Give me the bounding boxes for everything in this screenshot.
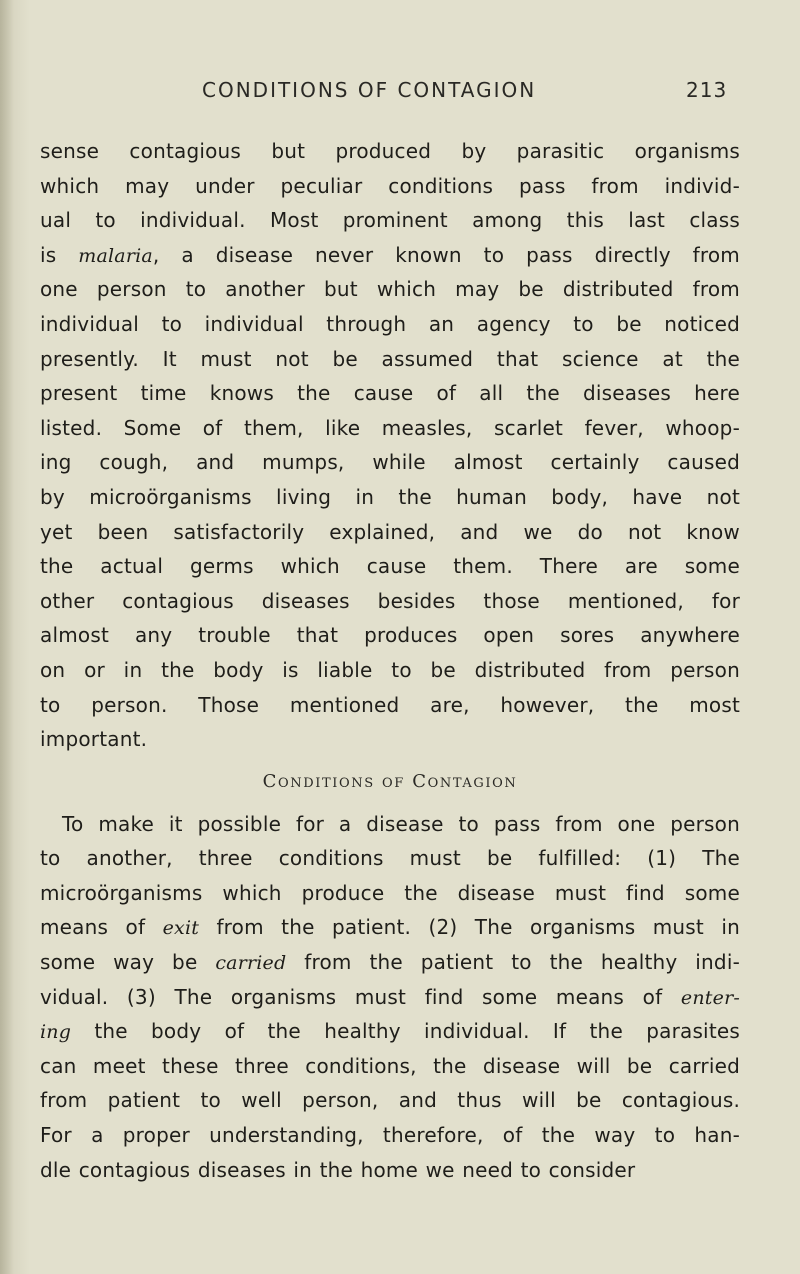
text-run: , a disease never known to pass directly from <box>152 242 740 267</box>
text-line: presently. It must not be assumed that science at the <box>40 346 740 371</box>
text-line: by microörganisms living in the human body, have not <box>40 484 740 509</box>
text-line: the actual germs which cause them. There are some <box>40 554 740 579</box>
text-line <box>40 945 740 980</box>
text-line: one person to another but which may be distributed from <box>40 277 740 302</box>
text-line: to another, three conditions must be fulfilled: (1) The <box>40 846 740 871</box>
text-line: listed. Some of them, like measles, scarlet fever, whoop- <box>40 415 740 440</box>
text-line: almost any trouble that produces open sores anywhere <box>40 623 740 648</box>
text-run: is <box>40 242 79 267</box>
text-line: sense contagious but produced by parasitic organisms <box>40 139 740 163</box>
text-line: important. <box>40 727 148 752</box>
text-line: To make it possible for a disease to pass from one person <box>62 811 740 836</box>
text-run: from the patient to the healthy indi- <box>286 950 740 975</box>
text-line: on or in the body is liable to be distributed from person <box>40 657 740 682</box>
text-line: can meet these three conditions, the disease will be carried <box>40 1053 740 1078</box>
text-line: microörganisms which produce the disease must find some <box>40 880 740 905</box>
text-run: some way be <box>40 950 216 975</box>
text-line: individual to individual through an agency to be noticed <box>40 311 740 336</box>
text-line: present time knows the cause of all the diseases here <box>40 381 740 406</box>
body-text <box>40 134 740 1187</box>
text-line: which may under peculiar conditions pass from individ- <box>40 173 740 198</box>
text-line <box>40 910 740 945</box>
text-run: the body of the healthy individual. If the parasites <box>71 1019 740 1044</box>
text-line <box>40 238 740 273</box>
spine-shadow <box>0 0 14 1274</box>
section-heading: Conditions of Contagion <box>262 770 518 792</box>
page-number: 213 <box>686 78 728 102</box>
running-title: CONDITIONS OF CONTAGION <box>202 78 537 102</box>
paragraph <box>40 807 740 1188</box>
italic-term: enter- <box>680 986 740 1009</box>
italic-term: exit <box>162 917 200 940</box>
paragraph <box>40 134 740 757</box>
text-line: yet been satisfactorily explained, and we do not know <box>40 519 740 544</box>
running-head <box>0 78 800 108</box>
italic-term: ing <box>40 1021 72 1044</box>
text-line: to person. Those mentioned are, however, the most <box>40 692 740 717</box>
text-line: ing cough, and mumps, while almost certainly caused <box>40 450 740 475</box>
text-line: For a proper understanding, therefore, of the way to han- <box>40 1123 740 1148</box>
italic-term: carried <box>215 952 287 975</box>
text-line: ual to individual. Most prominent among this last class <box>40 208 740 233</box>
text-line: other contagious diseases besides those mentioned, for <box>40 588 740 613</box>
text-line: from patient to well person, and thus will be contagious. <box>40 1088 740 1113</box>
text-run: vidual. (3) The organisms must find some means of <box>40 984 681 1009</box>
text-line <box>40 1014 740 1049</box>
text-run: means of <box>40 915 163 940</box>
text-line <box>40 980 740 1015</box>
text-line: dle contagious diseases in the home we need to consider <box>40 1157 636 1182</box>
text-run: from the patient. (2) The organisms must in <box>199 915 740 940</box>
italic-term: malaria <box>78 244 153 267</box>
